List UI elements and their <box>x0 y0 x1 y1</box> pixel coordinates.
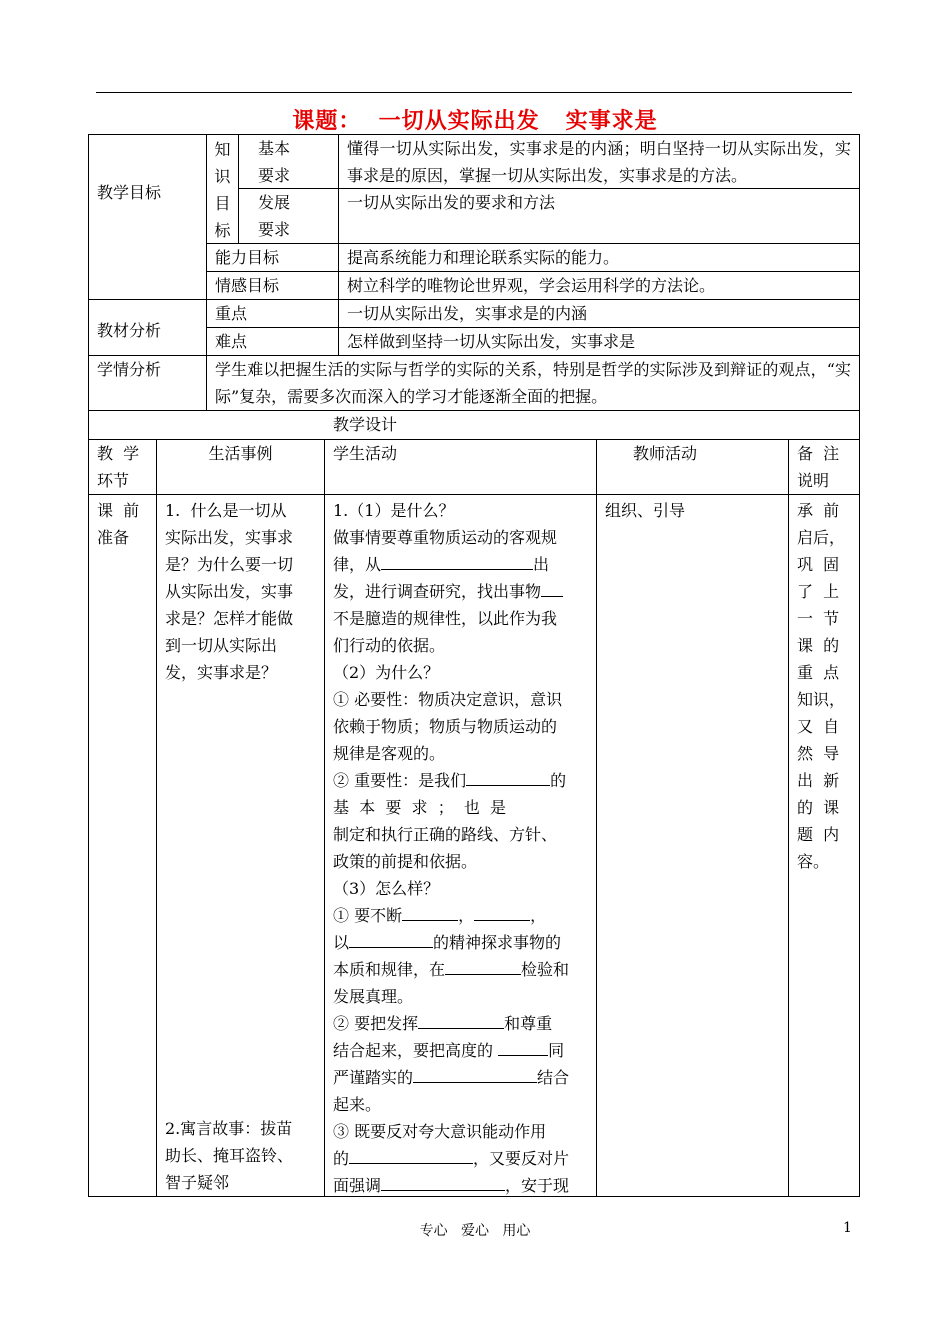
example-1-line: 从实际出发，实事 <box>165 582 294 601</box>
basic-requirement-text: 懂得一切从实际出发，实事求是的内涵；明白坚持一切从实际出发，实事求是的原因，掌握一切从实际出发，实事求是的方法。 <box>338 134 860 188</box>
blank-field[interactable] <box>381 551 533 570</box>
blank-field[interactable] <box>466 767 550 786</box>
header-rule <box>96 92 852 93</box>
blank-field[interactable] <box>445 956 521 975</box>
basic-requirement-label: 基本 要求 <box>238 134 338 188</box>
student-section-label: 学情分析 <box>88 355 206 410</box>
example-1-line: 1. 什么是一切从 <box>165 501 287 520</box>
blank-field[interactable] <box>541 578 563 597</box>
difficult-point-text: 怎样做到坚持一切从实际出发，实事求是 <box>338 327 860 355</box>
emotion-goal-text: 树立科学的唯物论世界观，学会运用科学的方法论。 <box>338 271 860 299</box>
material-section-label: 教材分析 <box>88 299 206 355</box>
ability-goal-text: 提高系统能力和理论联系实际的能力。 <box>338 243 860 271</box>
example-cell <box>156 494 324 1197</box>
blank-field[interactable] <box>381 1172 505 1191</box>
example-2-line: 助长、掩耳盗铃、 <box>165 1146 294 1165</box>
knowledge-goal-label: 知 识 目 标 <box>206 134 238 243</box>
example-1-line: 发，实事求是？ <box>165 663 278 682</box>
ability-goal-label: 能力目标 <box>206 243 338 271</box>
page-title: 课题： 一切从实际出发 实事求是 <box>292 108 658 134</box>
example-2-line: 2.寓言故事：拔苗 <box>165 1119 293 1138</box>
blank-field[interactable] <box>349 1145 473 1164</box>
blank-field[interactable] <box>413 1064 537 1083</box>
key-point-label: 重点 <box>206 299 338 327</box>
example-2-line: 智子疑邻 <box>165 1173 230 1192</box>
example-1-line: 求是？怎样才能做 <box>165 609 294 628</box>
design-header: 教学设计 <box>88 410 860 439</box>
example-1-line: 到一切从实际出 <box>165 636 278 655</box>
col-teacher-header: 教师活动 <box>596 439 788 494</box>
develop-requirement-label: 发展 要求 <box>238 188 338 243</box>
student-activity-cell: 1.（1）是什么？ 做事情要尊重物质运动的客观规 律，从 出 发，进行调查研究，找出事物 不是臆造的规律性，以此作为我 们行动的依据。 （2）为什么？ ① 必要性：物质决定意识，意识 依赖于物质；物质与物质运动的 规律是客观的。 ② 重要性：是我们 的 基 本 要 求 ； 也 是 制定和执行正确的路线、方针、 政策的前提和依据。 （3）怎么样？ ① 要不断 ， ， 以 的精神探求事物的 本质和规律，在 检验和 发展真理。 ② 要把发挥 和尊重 结合起来，要把高度的 同 严谨踏实的 结合 起来。 ③ 既要反对夸大意识能动作用 的 ，又要反对片 面强调 ，安于现 <box>324 494 596 1197</box>
blank-field[interactable] <box>418 1010 504 1029</box>
difficult-point-label: 难点 <box>206 327 338 355</box>
emotion-goal-label: 情感目标 <box>206 271 338 299</box>
blank-field[interactable] <box>498 1037 548 1056</box>
col-stage-header: 教 学 环节 <box>88 439 156 494</box>
note-cell: 承 前 启后， 巩 固 了 上 一 节 课 的 重 点 知识， 又 自 然 导 出 新 的 课 题 内 容。 <box>788 494 860 1197</box>
teacher-activity-cell: 组织、引导 <box>596 494 788 1197</box>
blank-field[interactable] <box>402 902 458 921</box>
col-note-header: 备 注 说明 <box>788 439 860 494</box>
example-1-line: 实际出发，实事求 <box>165 528 294 547</box>
goals-section-label: 教学目标 <box>88 134 206 299</box>
stage-cell: 课 前 准备 <box>88 494 156 1197</box>
example-1-line: 是？为什么要一切 <box>165 555 294 574</box>
develop-requirement-text: 一切从实际出发的要求和方法 <box>338 188 860 243</box>
student-analysis-text: 学生难以把握生活的实际与哲学的实际的关系，特别是哲学的实际涉及到辩证的观点，“实际”复杂，需要多次而深入的学习才能逐渐全面的把握。 <box>206 355 860 410</box>
page-number: 1 <box>843 1220 852 1236</box>
blank-field[interactable] <box>349 929 433 948</box>
key-point-text: 一切从实际出发，实事求是的内涵 <box>338 299 860 327</box>
col-example-header: 生活事例 <box>156 439 324 494</box>
col-student-header: 学生活动 <box>324 439 596 494</box>
blank-field[interactable] <box>474 902 530 921</box>
page-footer: 专心 爱心 用心 <box>419 1223 531 1239</box>
